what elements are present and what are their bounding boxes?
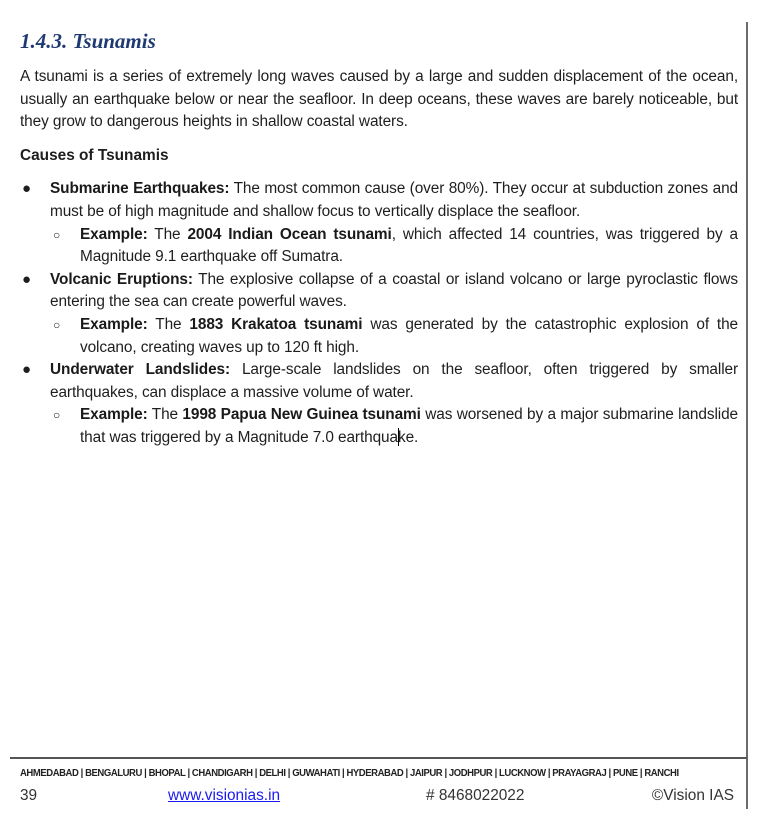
document-body (20, 28, 738, 450)
hollow-bullet-icon: ○ (53, 317, 61, 332)
bullet-icon: ● (22, 180, 31, 198)
cause-text: The explosive collapse of a coastal or island volcano or large pyroclastic flows entering the sea can create powerful waves. (50, 270, 739, 311)
example-label: Example: (80, 315, 148, 333)
example-pre: The (147, 315, 190, 333)
example-label: Example: (80, 225, 148, 243)
cause-item-landslides (20, 359, 738, 404)
cause-label: Underwater Landslides: (50, 361, 231, 379)
cause-item-earthquakes (20, 178, 738, 223)
example-post: was worsened by a major submarine landslide that was triggered by a Magnitude 7.0 earthqua (80, 406, 739, 446)
example-highlight: 1998 Papua New Guinea tsunami (182, 406, 421, 424)
example-pre: The (147, 406, 183, 424)
causes-list (20, 178, 738, 449)
hollow-bullet-icon: ○ (53, 408, 61, 423)
example-label: Example: (80, 406, 148, 424)
cause-text: Large-scale landslides on the seafloor, often triggered by smaller earthquakes, can displace a massive volume of water. (50, 361, 738, 401)
causes-subheading: Causes of Tsunamis (20, 146, 169, 164)
hollow-bullet-icon: ○ (53, 227, 61, 242)
page-right-border (746, 22, 748, 809)
example-post: , which affected 14 countries, was triggered by a Magnitude 9.1 earthquake off Sumatra. (80, 225, 738, 266)
bullet-icon: ● (22, 361, 31, 379)
example-item-1998 (20, 404, 738, 449)
example-item-2004 (20, 224, 738, 269)
section-title: 1.4.3. Tsunamis (20, 29, 156, 53)
example-highlight: 1883 Krakatoa tsunami (189, 315, 363, 333)
cause-text: The most common cause (over 80%). They occur at subduction zones and must be of high magnitude and shallow focus to vertically displace the seafloor. (50, 180, 738, 220)
cause-label: Submarine Earthquakes: (50, 180, 230, 198)
page-number: 39 (20, 787, 38, 804)
footer-cities: AHMEDABAD | BENGALURU | BHOPAL | CHANDIGARH | DELHI | GUWAHATI | HYDERABAD | JAIPUR | JODHPUR | LUCKNOW | PRAYAGRAJ | PUNE | RANCHI (20, 768, 679, 779)
example-pre: The (147, 225, 188, 243)
phone-number: # 8468022022 (426, 787, 525, 804)
footer-divider (10, 757, 747, 759)
example-post: was generated by the catastrophic explosion of the volcano, creating waves up to 120 ft high. (80, 315, 739, 356)
cause-item-volcanic (20, 269, 738, 314)
website-link[interactable]: www.visionias.in (168, 787, 281, 804)
bullet-icon: ● (22, 270, 31, 288)
example-item-1883 (20, 314, 738, 359)
page-footer (20, 787, 736, 809)
example-highlight: 2004 Indian Ocean tsunami (187, 225, 392, 243)
example-post-end: ke. (397, 428, 419, 446)
intro-paragraph[interactable]: A tsunami is a series of extremely long waves caused by a large and sudden displacement of the ocean, usually an earthquake below or near the seafloor. In deep oceans, these waves are barely noticeable, but they grow to dangerous heights in shallow coastal waters. (20, 68, 738, 131)
copyright: ©Vision IAS (651, 787, 734, 804)
cause-label: Volcanic Eruptions: (50, 270, 193, 288)
